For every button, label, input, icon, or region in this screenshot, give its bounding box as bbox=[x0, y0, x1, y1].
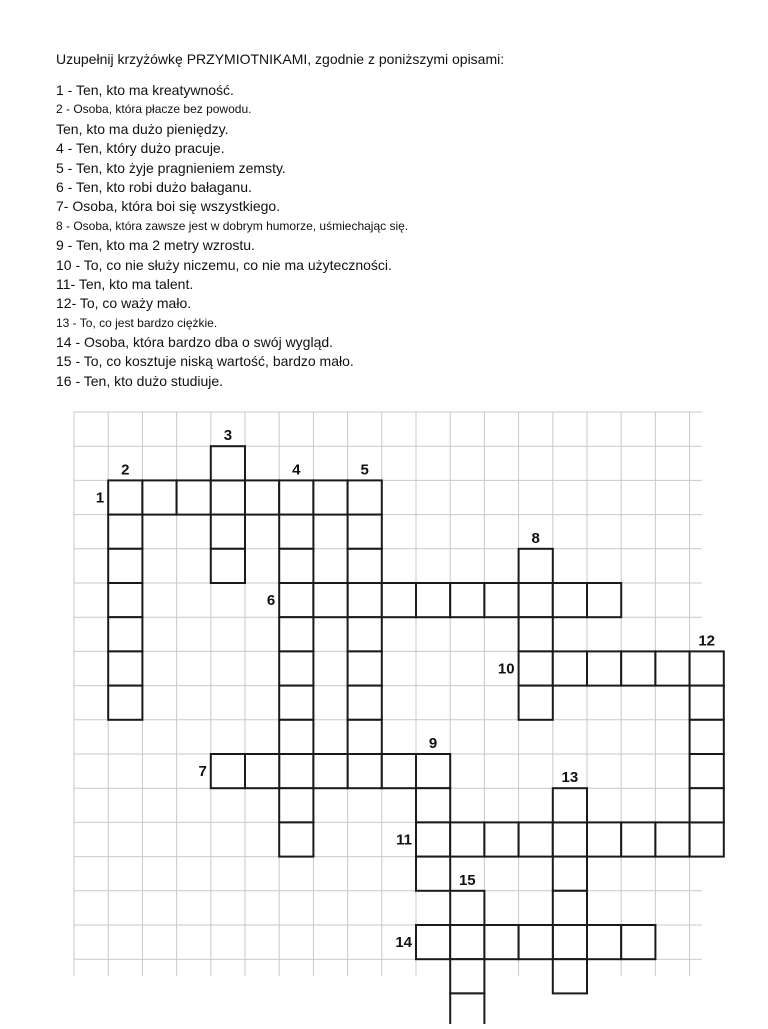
crossword-cell[interactable] bbox=[519, 686, 553, 720]
crossword-cell[interactable] bbox=[245, 480, 279, 514]
clue-number: 12 bbox=[698, 632, 716, 650]
crossword-cell[interactable] bbox=[348, 651, 382, 685]
clue-number: 8 bbox=[531, 529, 540, 547]
crossword-cell[interactable] bbox=[348, 686, 382, 720]
crossword-cell[interactable] bbox=[621, 822, 655, 856]
crossword-cell[interactable] bbox=[416, 754, 450, 788]
crossword-cell[interactable] bbox=[211, 480, 245, 514]
clue-item: 13 - To, co jest bardzo ciężkie. bbox=[56, 315, 218, 330]
crossword-cell[interactable] bbox=[416, 583, 450, 617]
clue-number: 10 bbox=[497, 660, 515, 678]
clue-item: 8 - Osoba, która zawsze jest w dobrym humorze, uśmiechając się. bbox=[56, 218, 409, 233]
crossword-cell[interactable] bbox=[382, 754, 416, 788]
crossword-cell[interactable] bbox=[450, 822, 484, 856]
crossword-cell[interactable] bbox=[348, 583, 382, 617]
crossword-cell[interactable] bbox=[348, 617, 382, 651]
clue-number: 4 bbox=[292, 461, 301, 479]
clue-item: 9 - Ten, kto ma 2 metry wzrostu. bbox=[56, 237, 255, 254]
crossword-cell[interactable] bbox=[621, 925, 655, 959]
crossword-cell[interactable] bbox=[690, 822, 724, 856]
crossword-cell[interactable] bbox=[348, 515, 382, 549]
crossword-cell[interactable] bbox=[279, 549, 313, 583]
crossword-cell[interactable] bbox=[553, 925, 587, 959]
crossword-cell[interactable] bbox=[553, 891, 587, 925]
clue-number: 7 bbox=[198, 763, 207, 781]
clue-number: 11 bbox=[396, 831, 412, 849]
crossword-cell[interactable] bbox=[519, 651, 553, 685]
crossword-cell[interactable] bbox=[279, 822, 313, 856]
crossword-cell[interactable] bbox=[279, 720, 313, 754]
instruction-heading: Uzupełnij krzyżówkę PRZYMIOTNIKAMI, zgodnie z poniższymi opisami: bbox=[56, 51, 505, 67]
clue-item: 6 - Ten, kto robi dużo bałaganu. bbox=[56, 178, 252, 195]
crossword-cell[interactable] bbox=[279, 686, 313, 720]
crossword-cell[interactable] bbox=[416, 822, 450, 856]
crossword-cell[interactable] bbox=[108, 549, 142, 583]
crossword-cell[interactable] bbox=[177, 480, 211, 514]
crossword-cell[interactable] bbox=[313, 754, 347, 788]
clue-number: 15 bbox=[458, 871, 476, 889]
clue-item: 12- To, co waży mało. bbox=[56, 295, 192, 312]
clue-item: 16 - Ten, kto dużo studiuje. bbox=[56, 372, 224, 389]
crossword-cell[interactable] bbox=[519, 583, 553, 617]
crossword-cell[interactable] bbox=[587, 583, 621, 617]
crossword-cell[interactable] bbox=[416, 857, 450, 891]
crossword-cell[interactable] bbox=[690, 651, 724, 685]
crossword-cell[interactable] bbox=[279, 583, 313, 617]
crossword-cell[interactable] bbox=[655, 651, 689, 685]
crossword-cell[interactable] bbox=[553, 822, 587, 856]
crossword-cell[interactable] bbox=[313, 480, 347, 514]
crossword-cell[interactable] bbox=[108, 617, 142, 651]
crossword-cell[interactable] bbox=[348, 720, 382, 754]
crossword-cell[interactable] bbox=[655, 822, 689, 856]
crossword-cell[interactable] bbox=[416, 788, 450, 822]
crossword-cell[interactable] bbox=[279, 480, 313, 514]
crossword-cell[interactable] bbox=[279, 617, 313, 651]
crossword-cell[interactable] bbox=[211, 549, 245, 583]
clue-number: 14 bbox=[395, 934, 412, 952]
clue-number: 3 bbox=[223, 427, 233, 445]
crossword-cell[interactable] bbox=[108, 515, 142, 549]
crossword-cell[interactable] bbox=[211, 754, 245, 788]
clue-number: 6 bbox=[266, 592, 276, 610]
crossword-cell[interactable] bbox=[587, 822, 621, 856]
crossword-cell[interactable] bbox=[108, 480, 142, 514]
crossword-cell[interactable] bbox=[519, 822, 553, 856]
crossword-cell[interactable] bbox=[211, 446, 245, 480]
clue-item: 10 - To, co nie służy niczemu, co nie ma użyteczności. bbox=[56, 256, 392, 273]
crossword-cell[interactable] bbox=[279, 515, 313, 549]
crossword-cell[interactable] bbox=[313, 583, 347, 617]
crossword-cell[interactable] bbox=[279, 788, 313, 822]
crossword-cell[interactable] bbox=[450, 925, 484, 959]
crossword-cell[interactable] bbox=[553, 788, 587, 822]
crossword-cell[interactable] bbox=[108, 651, 142, 685]
clue-number: 2 bbox=[121, 461, 130, 479]
clue-item: 11- Ten, kto ma talent. bbox=[56, 275, 194, 292]
clue-item: 14 - Osoba, która bardzo dba o swój wygląd. bbox=[56, 334, 334, 351]
clue-number: 13 bbox=[561, 769, 579, 787]
clue-item: 1 - Ten, kto ma kreatywność. bbox=[56, 82, 234, 98]
crossword-cell[interactable] bbox=[553, 583, 587, 617]
crossword-cell[interactable] bbox=[245, 754, 279, 788]
crossword-cell[interactable] bbox=[621, 651, 655, 685]
crossword-cell[interactable] bbox=[587, 651, 621, 685]
crossword-cell[interactable] bbox=[484, 583, 518, 617]
crossword-cell[interactable] bbox=[108, 583, 142, 617]
crossword-cell[interactable] bbox=[450, 959, 484, 993]
crossword-cell[interactable] bbox=[416, 925, 450, 959]
crossword-cell[interactable] bbox=[382, 583, 416, 617]
crossword-cell[interactable] bbox=[450, 891, 484, 925]
clue-item: Ten, kto ma dużo pieniędzy. bbox=[56, 120, 229, 137]
crossword-cell[interactable] bbox=[142, 480, 176, 514]
crossword-cell[interactable] bbox=[348, 480, 382, 514]
crossword-cell[interactable] bbox=[690, 720, 724, 754]
clue-number: 5 bbox=[360, 461, 369, 479]
crossword-cell[interactable] bbox=[553, 651, 587, 685]
crossword-cell[interactable] bbox=[587, 925, 621, 959]
crossword-cell[interactable] bbox=[450, 583, 484, 617]
crossword-cell[interactable] bbox=[484, 822, 518, 856]
clue-item: 15 - To, co kosztuje niską wartość, bardzo mało. bbox=[56, 353, 354, 370]
crossword-cell[interactable] bbox=[348, 754, 382, 788]
crossword-cell[interactable] bbox=[690, 788, 724, 822]
clue-item: 2 - Osoba, która płacze bez powodu. bbox=[56, 102, 252, 117]
crossword-cell[interactable] bbox=[108, 686, 142, 720]
clue-item: 5 - Ten, kto żyje pragnieniem zemsty. bbox=[56, 159, 286, 176]
clue-number: 9 bbox=[428, 735, 438, 752]
crossword-cell[interactable] bbox=[519, 925, 553, 959]
crossword-cell[interactable] bbox=[519, 549, 553, 583]
crossword-cell[interactable] bbox=[484, 925, 518, 959]
crossword-cell[interactable] bbox=[690, 686, 724, 720]
crossword-cell[interactable] bbox=[553, 857, 587, 891]
crossword-cell[interactable] bbox=[348, 549, 382, 583]
crossword-cell[interactable] bbox=[211, 515, 245, 549]
crossword-cell[interactable] bbox=[553, 959, 587, 993]
clue-item: 4 - Ten, który dużo pracuje. bbox=[56, 140, 225, 157]
crossword-cell[interactable] bbox=[519, 617, 553, 651]
crossword-cell[interactable] bbox=[450, 993, 484, 1024]
clue-item: 7- Osoba, która boi się wszystkiego. bbox=[56, 198, 281, 215]
crossword-cell[interactable] bbox=[279, 754, 313, 788]
clue-number: 1 bbox=[95, 489, 105, 507]
crossword-cell[interactable] bbox=[690, 754, 724, 788]
crossword-cell[interactable] bbox=[279, 651, 313, 685]
